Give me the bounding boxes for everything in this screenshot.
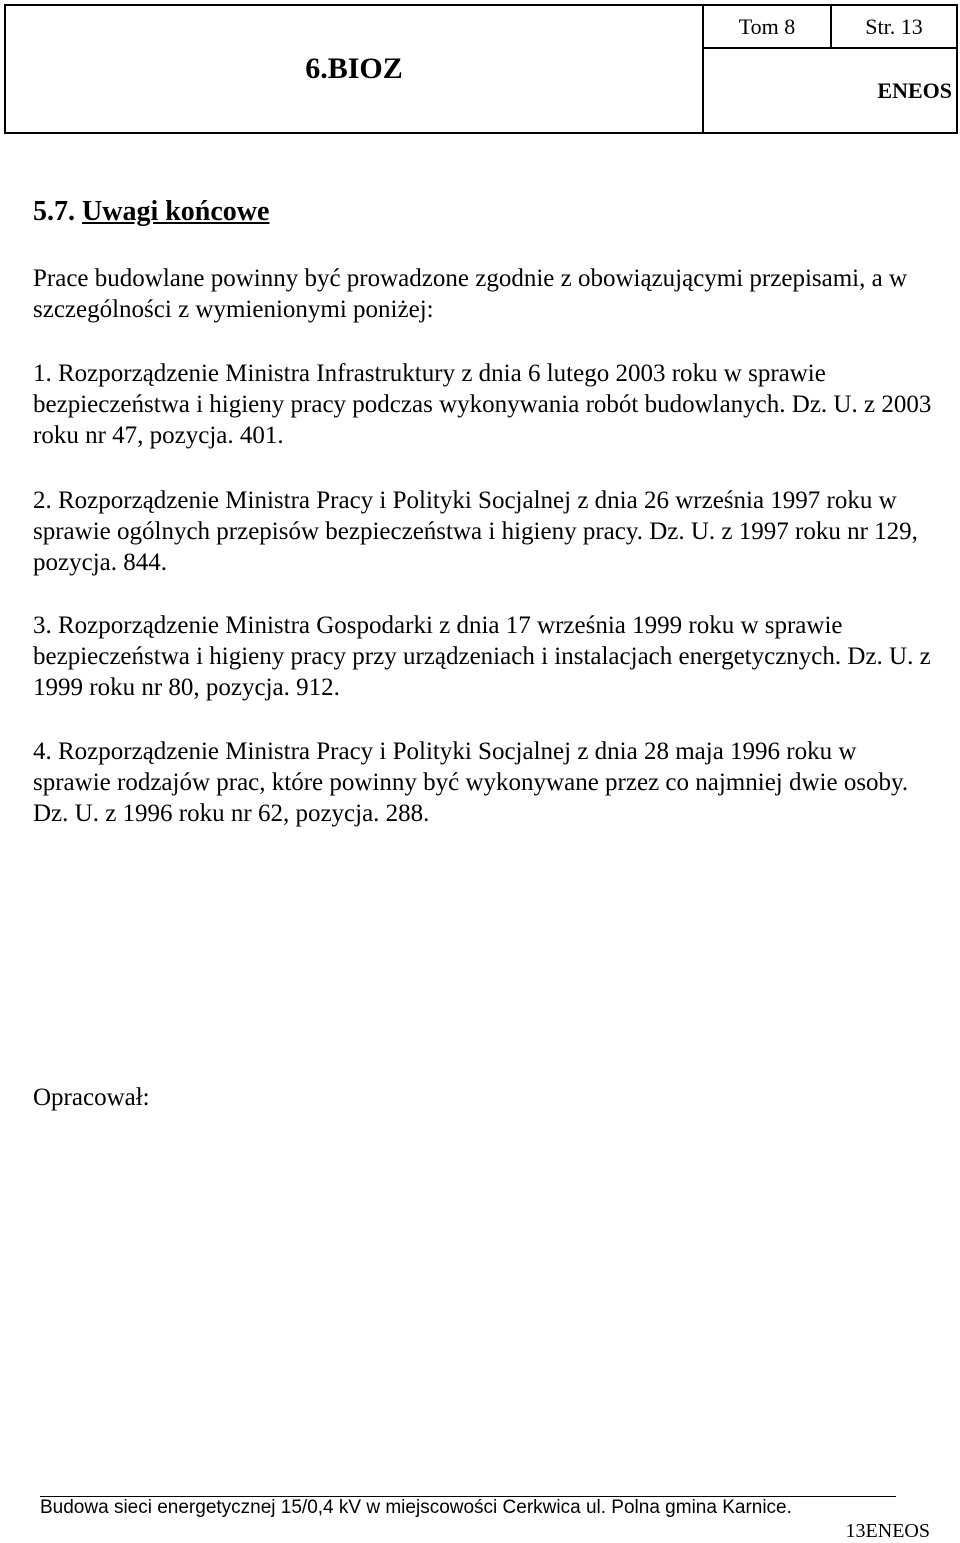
regulation-item-2: 2. Rozporządzenie Ministra Pracy i Polityki Socjalnej z dnia 26 września 1997 roku w sprawie ogólnych przepisów bezpieczeństwa i higieny pracy. Dz. U. z 1997 roku nr 129, pozycja. 844. xyxy=(33,487,918,576)
footer-page-number: 13ENEOS xyxy=(845,1520,930,1542)
intro-paragraph: Prace budowlane powinny być prowadzone zgodnie z obowiązującymi przepisami, a w szczególności z wymienionymi poniżej: xyxy=(33,265,908,323)
company-name: ENEOS xyxy=(703,48,957,133)
section-number: 5.7. xyxy=(33,196,75,227)
volume-number: Tom 8 xyxy=(703,5,831,48)
section-title: Uwagi końcowe xyxy=(82,196,270,227)
page-number: Str. 13 xyxy=(831,5,957,48)
regulation-item-1: 1. Rozporządzenie Ministra Infrastruktury z dnia 6 lutego 2003 roku w sprawie bezpieczeństwa i higieny pracy podczas wykonywania robót budowlanych. Dz. U. z 2003 roku nr 47, pozycja. 401. xyxy=(33,360,932,449)
footer-project-text: Budowa sieci energetycznej 15/0,4 kV w miejscowości Cerkwica ul. Polna gmina Karnice. xyxy=(40,1497,792,1518)
document-title: 6.BIOZ xyxy=(5,5,703,133)
prepared-by-label: Opracował: xyxy=(33,1084,150,1111)
regulation-item-4: 4. Rozporządzenie Ministra Pracy i Polityki Socjalnej z dnia 28 maja 1996 roku w sprawie rodzajów prac, które powinny być wykonywane przez co najmniej dwie osoby. Dz. U. z 1996 roku nr 62, pozycja. 288. xyxy=(33,738,909,827)
regulation-item-3: 3. Rozporządzenie Ministra Gospodarki z dnia 17 września 1999 roku w sprawie bezpieczeństwa i higieny pracy przy urządzeniach i instalacjach energetycznych. Dz. U. z 1999 roku nr 80, pozycja. 912. xyxy=(33,612,931,701)
section-heading xyxy=(33,196,269,228)
document-header xyxy=(4,4,958,134)
